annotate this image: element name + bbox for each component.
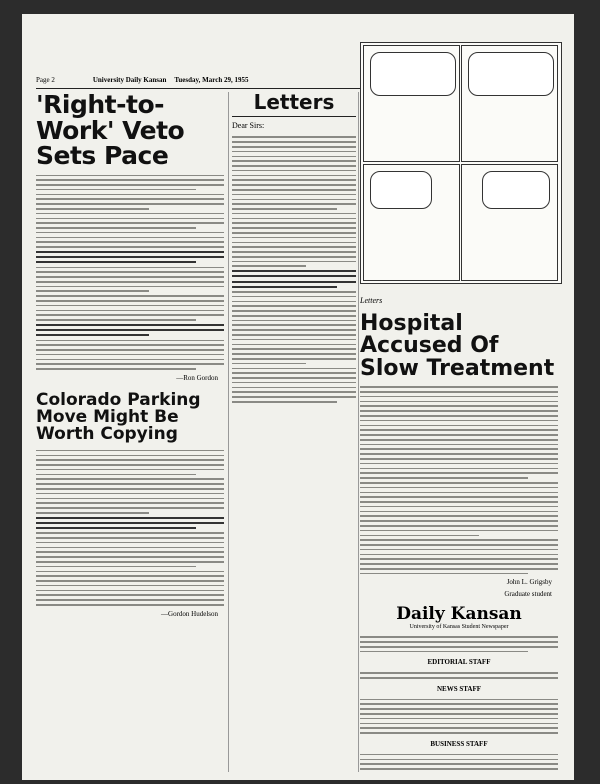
masthead: Daily Kansan	[396, 604, 522, 625]
letters-heading: Letters	[232, 92, 356, 117]
editorial-staff-list	[360, 672, 558, 678]
letters-label: Letters	[360, 296, 383, 305]
page-number: Page 2	[36, 76, 55, 84]
letter-salutation: Dear Sirs:	[232, 121, 265, 131]
paper-name: University Daily Kansan	[92, 76, 167, 84]
editorial-headline: 'Right-to-Work' Veto Sets Pace	[36, 92, 185, 170]
right-column	[360, 292, 558, 780]
editorial-column	[36, 92, 224, 772]
cartoon-panel	[363, 164, 460, 281]
issue-date: Tuesday, March 29, 1955	[174, 76, 249, 84]
cartoon-panel	[461, 164, 558, 281]
letter-body	[232, 136, 356, 402]
column-rule	[228, 92, 229, 772]
cartoon-panel	[363, 45, 460, 162]
hospital-letter-body	[360, 386, 558, 574]
parking-headline: Colorado Parking Move Might Be Worth Copying	[36, 389, 201, 445]
parking-body	[36, 450, 224, 606]
hospital-headline: Hospital Accused Of Slow Treatment	[360, 311, 555, 381]
news-staff-heading: NEWS STAFF	[436, 684, 482, 693]
newspaper-page	[22, 14, 574, 780]
news-staff-list	[360, 699, 558, 734]
editorial-staff-heading: EDITORIAL STAFF	[427, 658, 491, 667]
business-staff-heading: BUSINESS STAFF	[430, 739, 488, 748]
editorial-byline: —Ron Gordon	[176, 373, 218, 382]
letter-signature: John L. Grigsby	[506, 578, 552, 587]
business-staff-list	[360, 754, 558, 770]
column-rule	[358, 92, 359, 772]
letters-column	[232, 92, 356, 492]
parking-byline: —Gordon Hudelson	[161, 609, 218, 618]
editorial-body	[36, 175, 224, 370]
cartoon-panel	[461, 45, 558, 162]
masthead-subtitle: University of Kansas Student Newspaper	[409, 624, 509, 631]
cartoon-strip	[360, 42, 562, 284]
letter-signature-title: Graduate student	[504, 590, 552, 599]
masthead-info	[360, 636, 558, 652]
